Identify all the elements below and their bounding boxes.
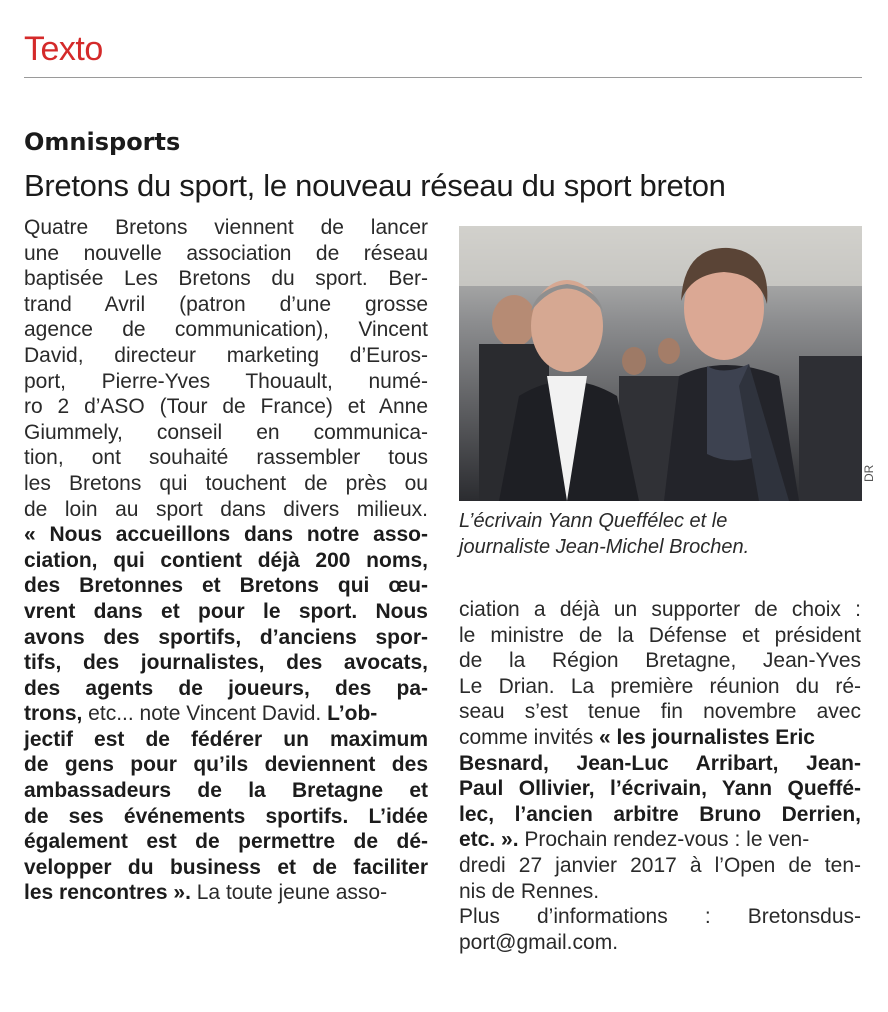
quote-line [24,625,428,651]
body-text: comme invités [459,725,600,749]
quote-text: L’ob- [327,702,378,726]
body-line: une nouvelle association de réseau [24,241,428,265]
quote-text: ambassadeurs de la Bretagne et [24,779,428,803]
quote-line [24,752,428,778]
body-text: etc... note Vincent David. [82,702,328,726]
quote-line [24,573,428,599]
quote-line [459,776,861,802]
quote-text: lec, l’ancien arbitre Bruno Derrien, [459,802,861,826]
article-body-left-column [24,215,428,906]
quote-text: des Bretonnes et Bretons qui œu- [24,574,428,598]
article-body-right-column [459,597,861,955]
body-line: agence de communication), Vincent [24,318,428,342]
body-line: les Bretons qui touchent de près ou [24,471,428,495]
body-text: Prochain rendez-vous : le ven- [518,828,810,852]
body-line: de loin au sport dans divers milieux. [24,497,428,521]
quote-line [459,802,861,828]
body-text: La toute jeune asso- [190,881,388,905]
quote-line [24,548,428,574]
quote-text: ciation, qui contient déjà 200 noms, [24,548,428,572]
quote-text: avons des sportifs, d’anciens spor- [24,625,428,649]
quote-line [24,650,428,676]
body-line: tion, ont souhaité rassembler tous [24,446,428,470]
mixed-line [459,827,861,853]
caption-line: journaliste Jean-Michel Brochen. [459,536,750,558]
section-divider [24,77,862,78]
quote-text: Besnard, Jean-Luc Arribart, Jean- [459,751,861,775]
quote-text: de ses événements sportifs. L’idée [24,804,428,828]
quote-line [24,522,428,548]
body-line: baptisée Les Bretons du sport. Ber- [24,267,428,291]
quote-text: également est de permettre de dé- [24,830,428,854]
mixed-line [24,880,428,906]
quote-line [24,829,428,855]
quote-text: velopper du business et de faciliter [24,855,428,879]
article-kicker: Omnisports [24,128,181,156]
body-line: port@gmail.com. [459,930,619,954]
body-line: Quatre Bretons viennent de lancer [24,216,428,239]
body-line: de la Région Bretagne, Jean-Yves [459,649,861,673]
photo-caption [459,508,861,560]
quote-text: etc. ». [459,828,519,852]
quote-text: « les journalistes Eric [599,725,815,749]
body-line: Plus d’informations : Bretonsdus- [459,905,861,929]
photo-credit: DR [862,464,876,482]
body-line: David, directeur marketing d’Euros- [24,343,428,367]
quote-text: les rencontres ». [24,881,191,905]
body-line: ciation a déjà un supporter de choix : [459,598,861,621]
quote-text: trons, [24,702,83,726]
mixed-line [459,725,861,751]
quote-text: jectif est de fédérer un maximum [24,727,428,751]
body-line: Le Drian. La première réunion du ré- [459,674,861,698]
body-line: nis de Rennes. [459,879,600,903]
quote-line [459,751,861,777]
body-line: seau s’est tenue fin novembre avec [459,700,861,724]
quote-line [24,778,428,804]
body-line: trand Avril (patron d’une grosse [24,292,428,316]
quote-text: Paul Ollivier, l’écrivain, Yann Queffé- [459,777,861,801]
quote-text: des agents de joueurs, des pa- [24,676,428,700]
quote-text: de gens pour qu’ils deviennent des [24,753,428,777]
mixed-line [24,701,428,727]
body-line: ro 2 d’ASO (Tour de France) et Anne [24,395,428,419]
section-title: Texto [24,30,103,68]
quote-line [24,599,428,625]
quote-line [24,855,428,881]
body-line: port, Pierre-Yves Thouault, numé- [24,369,428,393]
article-headline: Bretons du sport, le nouveau réseau du sport breton [24,168,726,203]
caption-line: L’écrivain Yann Queffélec et le [459,510,728,532]
body-line: le ministre de la Défense et président [459,623,861,647]
body-line: Giummely, conseil en communica- [24,420,428,444]
quote-line [24,727,428,753]
article-photo [459,226,862,501]
photo-illustration [459,226,862,501]
quote-text: tifs, des journalistes, des avocats, [24,651,428,675]
quote-line [24,676,428,702]
quote-line [24,804,428,830]
body-line: dredi 27 janvier 2017 à l’Open de ten- [459,853,861,877]
quote-text: « Nous accueillons dans notre asso- [24,523,428,547]
quote-text: vrent dans et pour le sport. Nous [24,599,428,623]
